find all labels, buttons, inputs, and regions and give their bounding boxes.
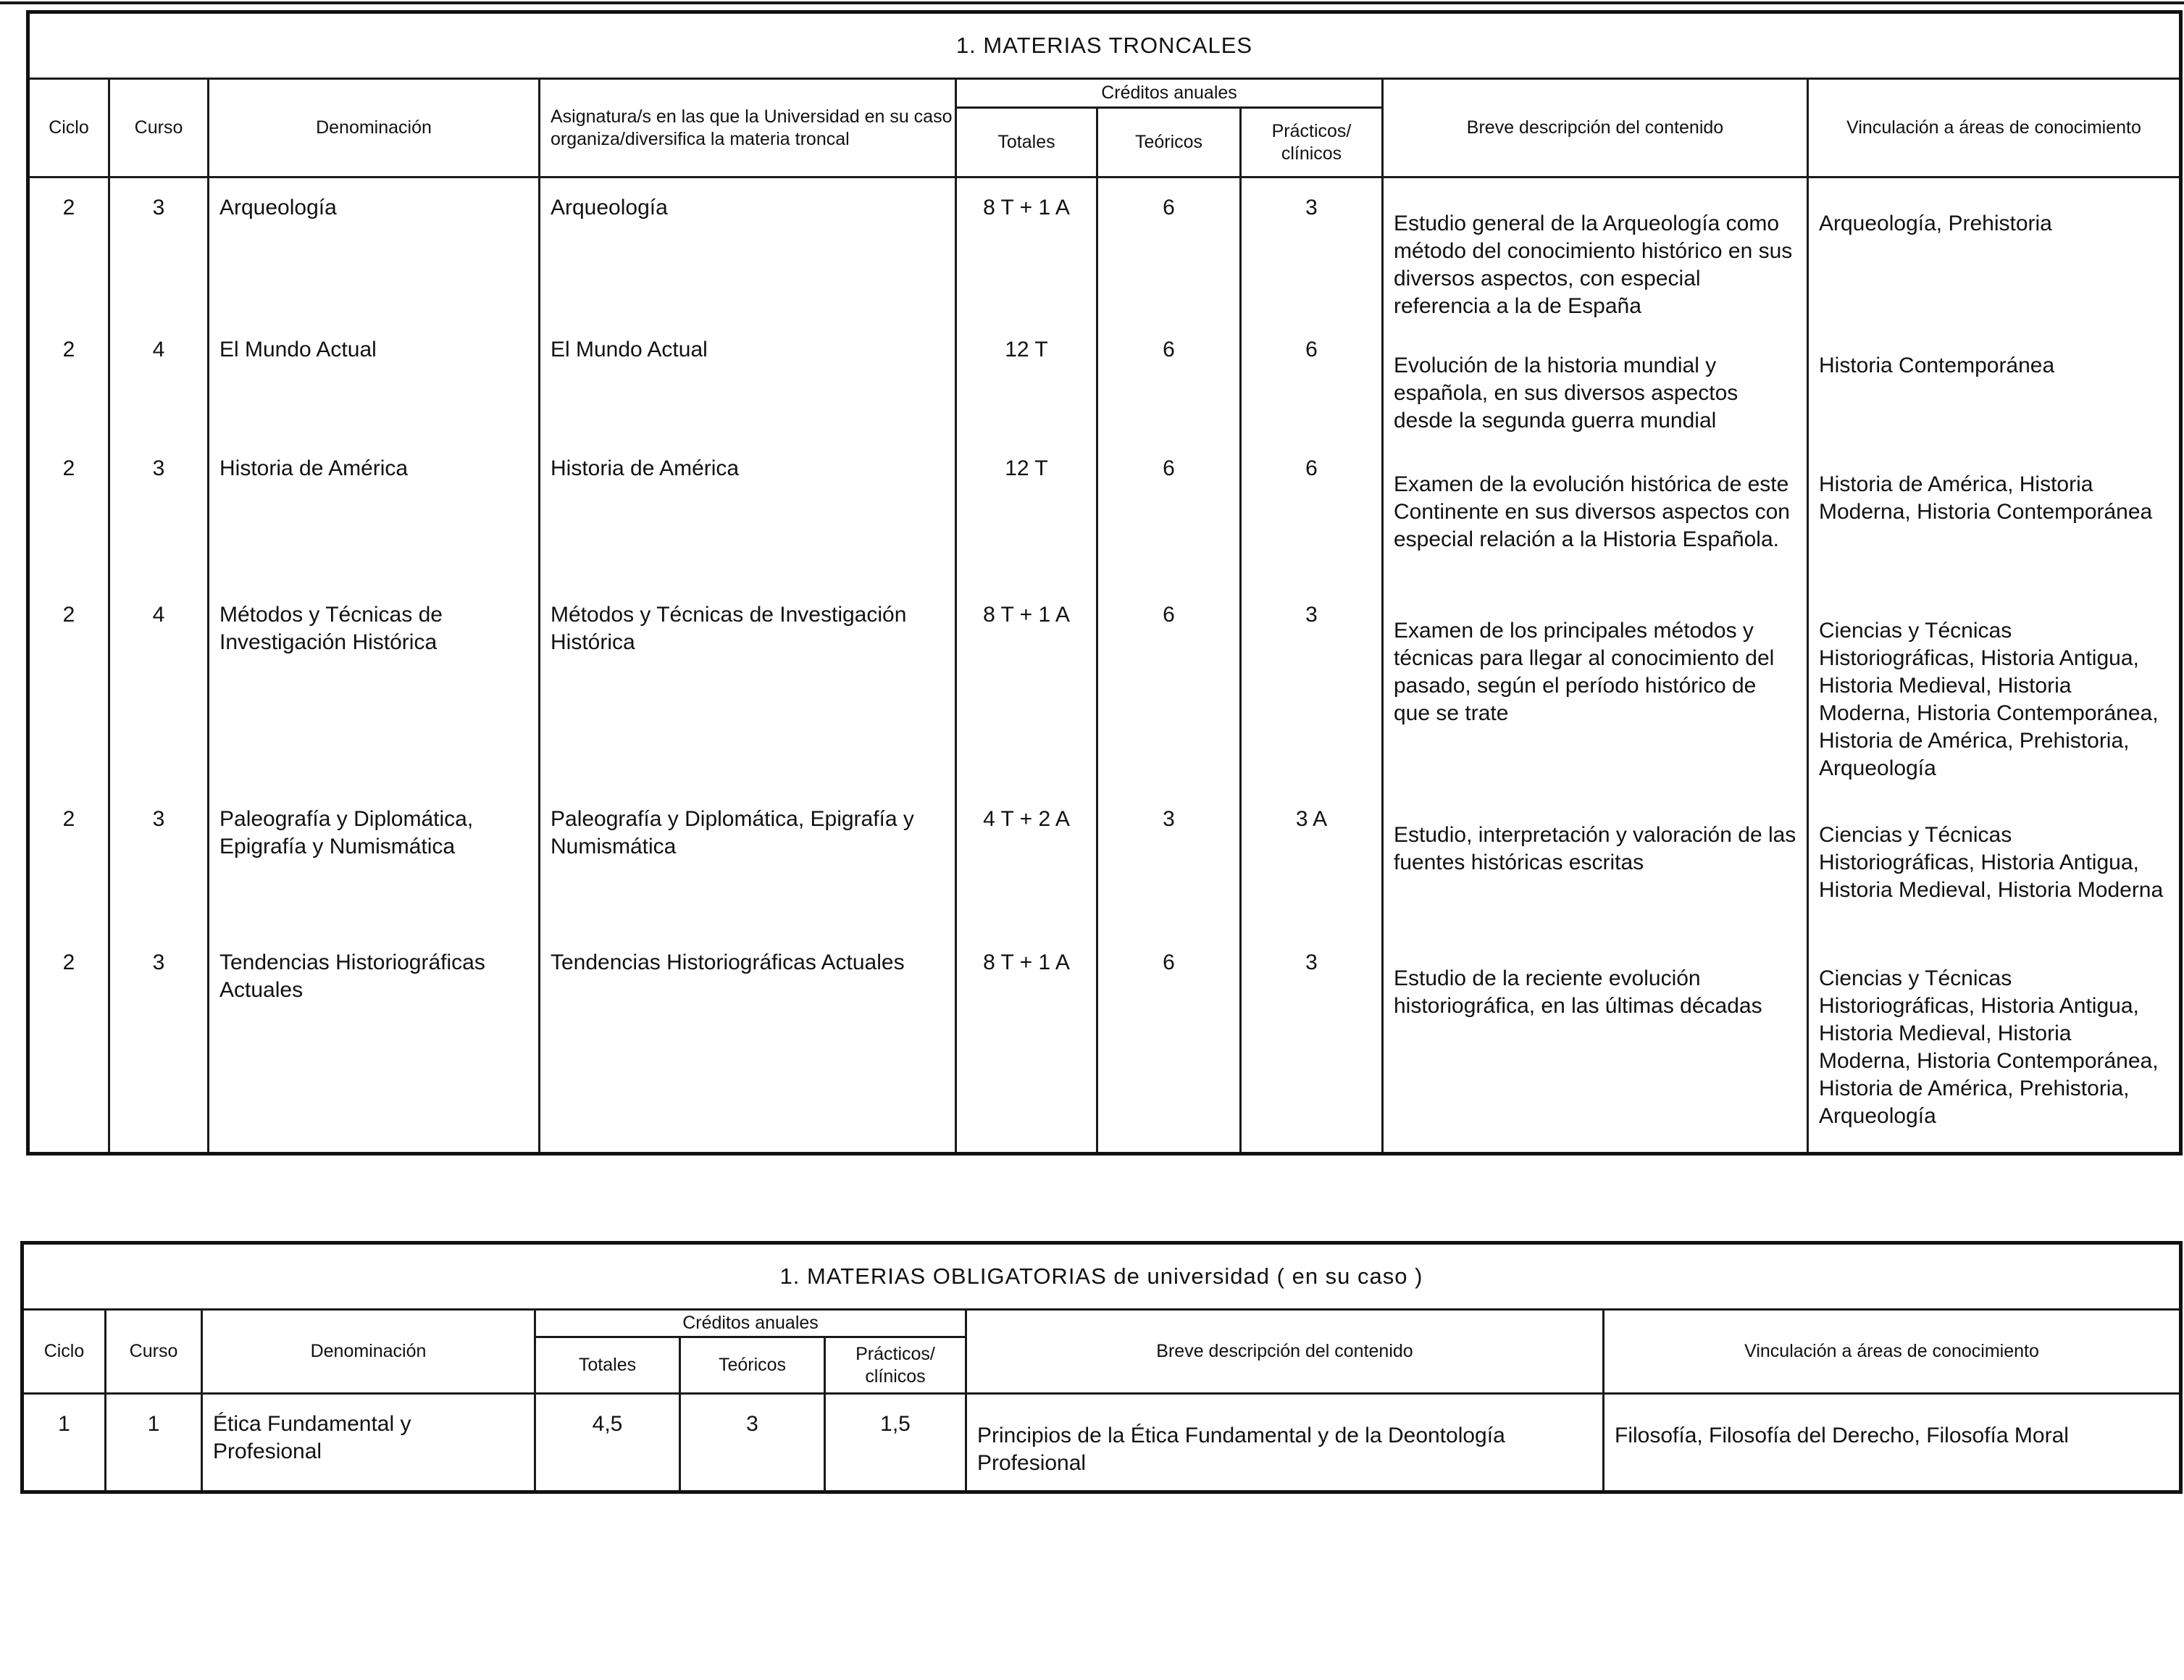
troncales-table [26,10,2183,1155]
cell-totales: 4,5 [535,1394,680,1492]
header-descripcion: Breve descripción del contenido [1383,79,1808,177]
cell-totales: 4 T + 2 A [956,790,1097,933]
cell-practicos: 6 [1241,320,1383,439]
cell-denominacion: Métodos y Técnicas de Investigación Histórica [209,585,540,790]
header-totales: Totales [535,1337,680,1394]
table-row [22,1394,2181,1492]
cell-descripcion: Estudio general de la Arqueología como método del conocimiento histórico en sus diversos aspectos, con especial referencia a la de España [1383,177,1808,321]
cell-curso: 3 [109,790,209,933]
cell-teoricos: 3 [1097,790,1241,933]
header-creditos-anuales: Créditos anuales [535,1310,966,1337]
header-teoricos: Teóricos [680,1337,825,1394]
header-teoricos: Teóricos [1097,108,1241,177]
cell-curso: 3 [109,933,209,1154]
cell-teoricos: 6 [1097,177,1241,321]
cell-teoricos: 6 [1097,933,1241,1154]
cell-totales: 8 T + 1 A [956,177,1097,321]
cell-curso: 4 [109,320,209,439]
header-ciclo: Ciclo [22,1310,106,1394]
cell-asignatura: Arqueología [540,177,956,321]
cell-totales: 12 T [956,439,1097,585]
cell-denominacion: Paleografía y Diplomática, Epigrafía y Numismática [209,790,540,933]
cell-vinculacion: Historia de América, Historia Moderna, Historia Contemporánea [1808,439,2181,585]
cell-asignatura: El Mundo Actual [540,320,956,439]
cell-descripcion: Examen de los principales métodos y técnicas para llegar al conocimiento del pasado, según el período histórico de que se trate [1383,585,1808,790]
table-row [28,439,2181,585]
header-ciclo: Ciclo [28,79,109,177]
cell-ciclo: 2 [28,320,109,439]
cell-ciclo: 2 [28,790,109,933]
header-practicos: Prácticos/ clínicos [1241,108,1383,177]
header-asignaturas: Asignatura/s en las que la Universidad en su caso organiza/diversifica la materia troncal [540,79,956,177]
cell-asignatura: Paleografía y Diplomática, Epigrafía y Numismática [540,790,956,933]
header-curso: Curso [109,79,209,177]
cell-ciclo: 2 [28,585,109,790]
header-creditos-anuales: Créditos anuales [956,79,1383,108]
cell-denominacion: Historia de América [209,439,540,585]
cell-denominacion: Arqueología [209,177,540,321]
cell-denominacion: Ética Fundamental y Profesional [202,1394,535,1492]
cell-practicos: 1,5 [825,1394,966,1492]
obligatorias-title: 1. MATERIAS OBLIGATORIAS de universidad ( en su caso ) [22,1243,2181,1310]
cell-ciclo: 2 [28,933,109,1154]
cell-curso: 4 [109,585,209,790]
header-totales: Totales [956,108,1097,177]
cell-totales: 8 T + 1 A [956,585,1097,790]
header-practicos: Prácticos/ clínicos [825,1337,966,1394]
table-row [28,177,2181,321]
cell-ciclo: 2 [28,177,109,321]
cell-vinculacion: Ciencias y Técnicas Historiográficas, Historia Antigua, Historia Medieval, Historia Moderna, Historia Contemporánea, Historia de América, Prehistoria, Arqueología [1808,585,2181,790]
cell-totales: 8 T + 1 A [956,933,1097,1154]
cell-ciclo: 2 [28,439,109,585]
header-descripcion: Breve descripción del contenido [966,1310,1604,1394]
cell-descripcion: Principios de la Ética Fundamental y de la Deontología Profesional [966,1394,1604,1492]
table-row [28,933,2181,1154]
header-denominacion: Denominación [209,79,540,177]
cell-descripcion: Examen de la evolución histórica de este Continente en sus diversos aspectos con especial relación a la Historia Española. [1383,439,1808,585]
cell-teoricos: 3 [680,1394,825,1492]
table-row [28,790,2181,933]
cell-asignatura: Tendencias Historiográficas Actuales [540,933,956,1154]
cell-teoricos: 6 [1097,439,1241,585]
cell-practicos: 3 A [1241,790,1383,933]
cell-descripcion: Estudio de la reciente evolución historiográfica, en las últimas décadas [1383,933,1808,1154]
cell-teoricos: 6 [1097,320,1241,439]
cell-vinculacion: Arqueología, Prehistoria [1808,177,2181,321]
cell-ciclo: 1 [22,1394,106,1492]
cell-denominacion: Tendencias Historiográficas Actuales [209,933,540,1154]
cell-vinculacion: Ciencias y Técnicas Historiográficas, Historia Antigua, Historia Medieval, Historia Moderna [1808,790,2181,933]
cell-descripcion: Estudio, interpretación y valoración de las fuentes históricas escritas [1383,790,1808,933]
table-row [28,320,2181,439]
cell-curso: 3 [109,177,209,321]
obligatorias-table [20,1241,2183,1494]
cell-practicos: 3 [1241,177,1383,321]
cell-vinculacion: Filosofía, Filosofía del Derecho, Filosofía Moral [1604,1394,2181,1492]
troncales-title: 1. MATERIAS TRONCALES [28,12,2181,79]
cell-curso: 1 [106,1394,202,1492]
cell-practicos: 3 [1241,933,1383,1154]
header-vinculacion: Vinculación a áreas de conocimiento [1808,79,2181,177]
cell-asignatura: Métodos y Técnicas de Investigación Histórica [540,585,956,790]
header-vinculacion: Vinculación a áreas de conocimiento [1604,1310,2181,1394]
cell-totales: 12 T [956,320,1097,439]
header-denominacion: Denominación [202,1310,535,1394]
cell-teoricos: 6 [1097,585,1241,790]
cell-asignatura: Historia de América [540,439,956,585]
cell-descripcion: Evolución de la historia mundial y española, en sus diversos aspectos desde la segunda guerra mundial [1383,320,1808,439]
top-rule [0,1,2184,4]
cell-denominacion: El Mundo Actual [209,320,540,439]
cell-practicos: 6 [1241,439,1383,585]
cell-vinculacion: Historia Contemporánea [1808,320,2181,439]
cell-practicos: 3 [1241,585,1383,790]
cell-curso: 3 [109,439,209,585]
table-row [28,585,2181,790]
cell-vinculacion: Ciencias y Técnicas Historiográficas, Historia Antigua, Historia Medieval, Historia Moderna, Historia Contemporánea, Historia de América, Prehistoria, Arqueología [1808,933,2181,1154]
header-curso: Curso [106,1310,202,1394]
